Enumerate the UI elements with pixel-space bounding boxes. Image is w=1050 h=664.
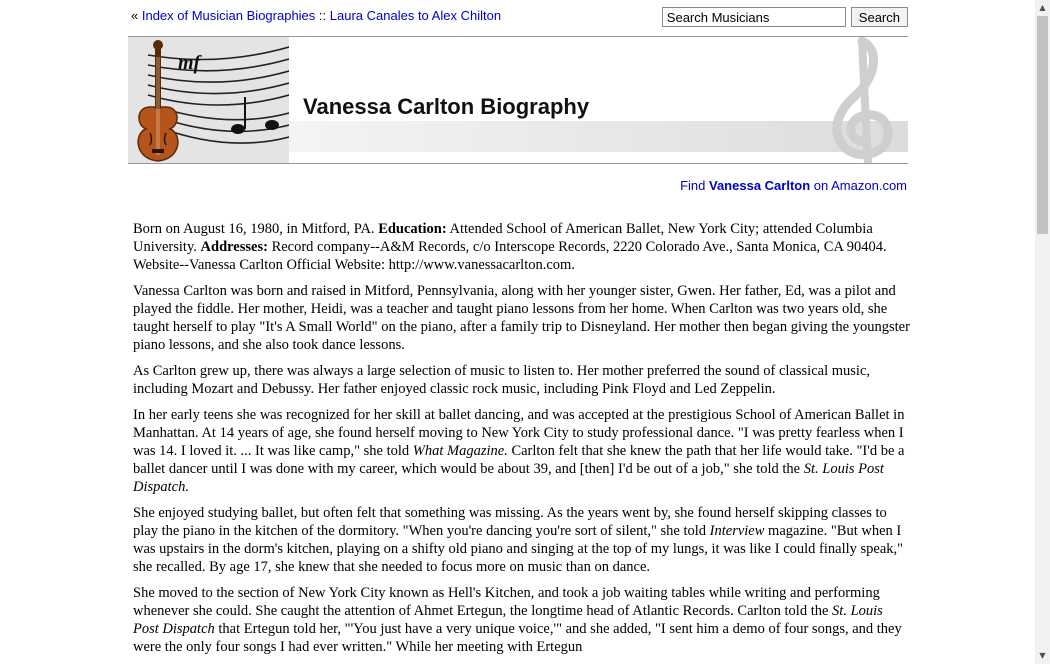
amazon-find-text: Find	[680, 178, 706, 193]
bio-text: In her early teens she was recognized for her skill at ballet dancing, and was accepted at the prestigious School of American Ballet in Manhattan. At 14 years of age, she found herself moving to New York City to study professional dance. "I was pretty fearless when I was 14. I loved it. ... It was like camp," she told	[133, 407, 905, 459]
vertical-scrollbar[interactable]	[1035, 0, 1050, 664]
amazon-artist-name: Vanessa Carlton	[709, 178, 811, 193]
bio-paragraph	[133, 584, 911, 656]
publication-name: St. Louis Post Dispatch.	[133, 461, 884, 495]
publication-name: What Magazine.	[412, 443, 508, 459]
find-on-amazon-link[interactable]	[680, 178, 907, 193]
bio-paragraph	[133, 504, 911, 576]
publication-name: Interview	[709, 523, 765, 539]
amazon-link-line	[680, 178, 907, 193]
addresses-label: Addresses:	[200, 239, 268, 255]
bio-text: that Ertegun told her, "'You just have a very unique voice,'" and she added, "I sent him a demo of four songs, and they were the only four songs I had ever written." While her meeting with Ertegun	[133, 621, 902, 655]
search-button[interactable]: Search	[851, 7, 908, 27]
index-of-musician-biographies-link[interactable]: Index of Musician Biographies	[141, 8, 316, 23]
education-text: Attended School of American Ballet, New York City; attended Columbia University.	[133, 221, 873, 255]
svg-text:mf: mf	[178, 52, 201, 74]
musician-range-link[interactable]: Laura Canales to Alex Chilton	[329, 8, 502, 23]
page-banner	[128, 36, 908, 164]
addresses-text: Record company--A&M Records, c/o Interscope Records, 2220 Colorado Ave., Santa Monica, CA 90404. Website--Vanessa Carlton Official Website: http://www.vanessacarlton.com.	[133, 239, 887, 273]
top-navigation-bar	[131, 7, 908, 29]
publication-name: St. Louis Post Dispatch	[133, 603, 883, 637]
bio-text: Carlton felt that she knew the path that her life would take. "I'd be a ballet dancer until I was done with my career, which would be about 39, and [then] I'd be out of a job," she told the	[133, 443, 905, 477]
education-label: Education:	[378, 221, 447, 237]
bio-paragraph	[133, 406, 911, 496]
bio-paragraph: As Carlton grew up, there was always a large selection of music to listen to. Her mother preferred the sound of classical music, including Mozart and Debussy. Her father enjoyed classic rock music, including Pink Floyd and Led Zeppelin.	[133, 363, 871, 397]
bio-facts-paragraph	[133, 220, 911, 274]
scroll-down-arrow-icon[interactable]: ▼	[1039, 651, 1046, 660]
birth-info: Born on August 16, 1980, in Mitford, PA.	[133, 221, 375, 237]
page-title: Vanessa Carlton Biography	[303, 94, 590, 119]
violin-sheet-music-image	[128, 37, 289, 163]
scroll-up-arrow-icon[interactable]: ▲	[1039, 3, 1046, 12]
search-musicians-input[interactable]	[662, 7, 846, 27]
biography-content	[133, 220, 911, 664]
scrollbar-thumb[interactable]	[1037, 16, 1048, 234]
bio-text: She moved to the section of New York City known as Hell's Kitchen, and took a job waiting tables while writing and performing whenever she could. She caught the attention of Ahmet Ertegun, the longtime head of Atlantic Records. Carlton told the	[133, 585, 880, 619]
bio-text: magazine. "But when I was upstairs in the dorm's kitchen, playing on a shifty old piano and singing at the top of my lungs, it was like I could finally speak," she recalled. By age 17, she knew that she needed to focus more on music than on dance.	[133, 523, 904, 575]
amazon-suffix-text: on Amazon.com	[813, 178, 907, 193]
breadcrumb-separator: ::	[318, 8, 327, 23]
bio-text: She enjoyed studying ballet, but often felt that something was missing. As the years went by, she found herself skipping classes to play the piano in the kitchen of the dormitory. "When you're dancing you're sort of silent," she told	[133, 505, 887, 539]
breadcrumb	[131, 8, 501, 23]
search-form	[662, 7, 908, 27]
bio-paragraph: Vanessa Carlton was born and raised in Mitford, Pennsylvania, along with her younger sister, Gwen. Her father, Ed, was a pilot and played the fiddle. Her mother, Heidi, was a teacher and taught piano lessons from her home. When Carlton was two years old, she taught herself to play "It's A Small World" on the piano, after a family trip to Disneyland. Her mother then began giving the youngster piano lessons, and she also took dance lessons.	[133, 283, 910, 353]
treble-clef-icon	[810, 37, 900, 163]
breadcrumb-prefix: «	[131, 8, 139, 23]
